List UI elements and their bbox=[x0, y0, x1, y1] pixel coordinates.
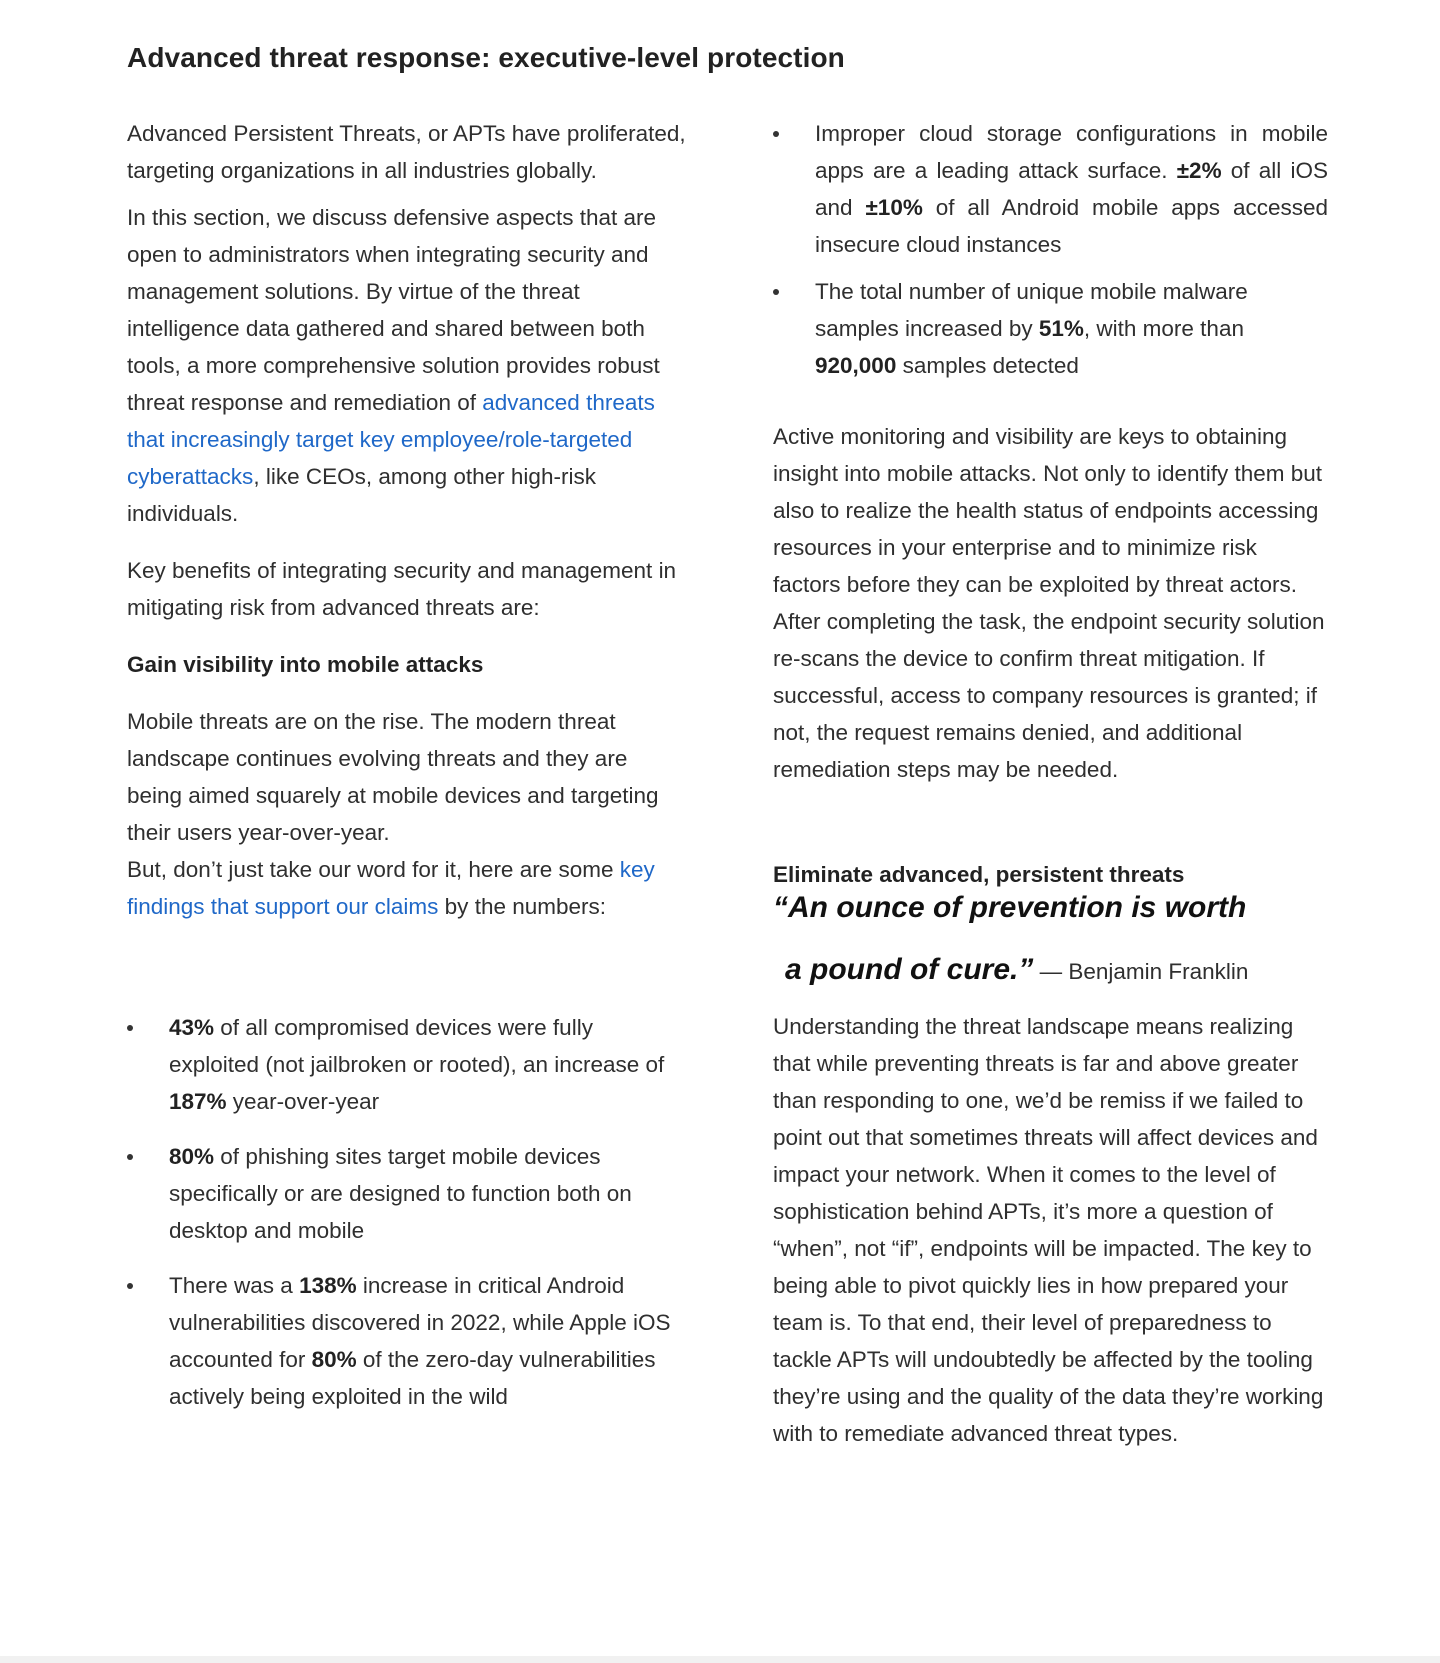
page-title: Advanced threat response: executive-level protection bbox=[127, 42, 845, 73]
list-item-text: of all iOS and bbox=[815, 158, 1328, 220]
key-findings-text: But, don’t just take our word for it, here are some bbox=[127, 857, 620, 882]
quote-line2 bbox=[773, 950, 1328, 992]
advanced-threats-link[interactable]: advanced threats that increasingly target key employee/role-targeted cyberattacks bbox=[127, 390, 655, 489]
list-item-text: of phishing sites target mobile devices specifically or are designed to function both on desktop and mobile bbox=[169, 1144, 632, 1243]
stat-value: 51% bbox=[1038, 316, 1084, 341]
eliminate-subheading: Eliminate advanced, persistent threats bbox=[773, 862, 1185, 887]
list-item bbox=[773, 273, 1328, 384]
stat-value: 920,000 bbox=[815, 353, 897, 378]
list-item bbox=[127, 1138, 687, 1249]
findings-list bbox=[127, 1009, 687, 1415]
bullet-icon bbox=[773, 131, 779, 137]
cloud-findings-list bbox=[773, 115, 1328, 384]
bottom-divider bbox=[0, 1656, 1440, 1663]
list-item-text: Improper cloud storage configurations in mobile apps are a leading attack surface. bbox=[815, 121, 1328, 183]
section-paragraph-text: In this section, we discuss defensive aspects that are open to administrators when integrating security and management solutions. By virtue of the threat intelligence data gathered and shared between both tools, a more comprehensive solution provides robust threat response and remediation of bbox=[127, 205, 660, 415]
list-item-text: The total number of unique mobile malware samples increased by bbox=[815, 279, 1248, 341]
list-item bbox=[127, 1009, 687, 1120]
quote-author: — Benjamin Franklin bbox=[1033, 959, 1249, 984]
key-findings-link[interactable]: key findings that support our claims bbox=[127, 857, 655, 919]
list-item bbox=[773, 115, 1328, 263]
key-findings-tail: by the numbers: bbox=[438, 894, 607, 919]
list-item-text: samples detected bbox=[896, 353, 1079, 378]
key-findings-paragraph bbox=[127, 851, 687, 925]
rescan-paragraph: After completing the task, the endpoint security solution re-scans the device to confirm threat mitigation. If successful, access to company resources is granted; if not, the request remains denied, and additional remediation steps may be needed. bbox=[773, 609, 1325, 782]
list-item-text: increase in critical Android vulnerabilities discovered in 2022, while Apple iOS accounted for bbox=[169, 1273, 671, 1372]
list-item bbox=[127, 1267, 687, 1415]
intro-paragraph: Advanced Persistent Threats, or APTs have proliferated, targeting organizations in all industries globally. bbox=[127, 121, 686, 183]
list-item-text: of the zero-day vulnerabilities actively being exploited in the wild bbox=[169, 1347, 656, 1409]
list-item-text: , with more than bbox=[1083, 316, 1244, 341]
right-column bbox=[773, 115, 1328, 1452]
visibility-subheading: Gain visibility into mobile attacks bbox=[127, 652, 484, 677]
stat-value: ±10% bbox=[865, 195, 923, 220]
stat-value: ±2% bbox=[1176, 158, 1222, 183]
quote-text-line1: “An ounce of prevention is worth bbox=[773, 891, 1247, 924]
bullet-icon bbox=[127, 1154, 133, 1160]
quote-text-line2: a pound of cure.” bbox=[785, 953, 1034, 986]
list-item-text: of all Android mobile apps accessed insecure cloud instances bbox=[815, 195, 1328, 257]
mobile-threats-paragraph: Mobile threats are on the rise. The modern threat landscape continues evolving threats and they are being aimed squarely at mobile devices and targeting their users year-over-year. bbox=[127, 709, 659, 845]
list-item-text: of all compromised devices were fully exploited (not jailbroken or rooted), an increase of bbox=[169, 1015, 665, 1077]
left-column bbox=[127, 115, 687, 1415]
stat-value: 43% bbox=[169, 1015, 215, 1040]
threat-landscape-paragraph: Understanding the threat landscape means realizing that while preventing threats is far and above greater than responding to one, we’d be remiss if we failed to point out that sometimes threats will affect devices and impact your network. When it comes to the level of sophistication behind APTs, it’s more a question of “when”, not “if”, endpoints will be impacted. The key to being able to pivot quickly lies in how prepared your team is. To that end, their level of preparedness to tackle APTs will undoubtedly be affected by the tooling they’re using and the quality of the data they’re working with to remediate advanced threat types. bbox=[773, 1014, 1324, 1446]
list-item-text: year-over-year bbox=[226, 1089, 380, 1114]
stat-value: 80% bbox=[311, 1347, 357, 1372]
benefits-paragraph: Key benefits of integrating security and management in mitigating risk from advanced threats are: bbox=[127, 558, 677, 620]
bullet-icon bbox=[127, 1025, 133, 1031]
list-item-text: There was a bbox=[169, 1273, 300, 1298]
stat-value: 80% bbox=[169, 1144, 215, 1169]
stat-value: 138% bbox=[299, 1273, 357, 1298]
bullet-icon bbox=[773, 289, 779, 295]
section-paragraph bbox=[127, 199, 687, 532]
section-paragraph-tail: , like CEOs, among other high-risk individuals. bbox=[127, 464, 596, 526]
franklin-quote bbox=[773, 888, 1328, 992]
bullet-icon bbox=[127, 1283, 133, 1289]
stat-value: 187% bbox=[169, 1089, 227, 1114]
monitoring-paragraph: Active monitoring and visibility are keys to obtaining insight into mobile attacks. Not only to identify them but also to realize the health status of endpoints accessing resources in your enterprise and to minimize risk factors before they can be exploited by threat actors. bbox=[773, 424, 1323, 597]
